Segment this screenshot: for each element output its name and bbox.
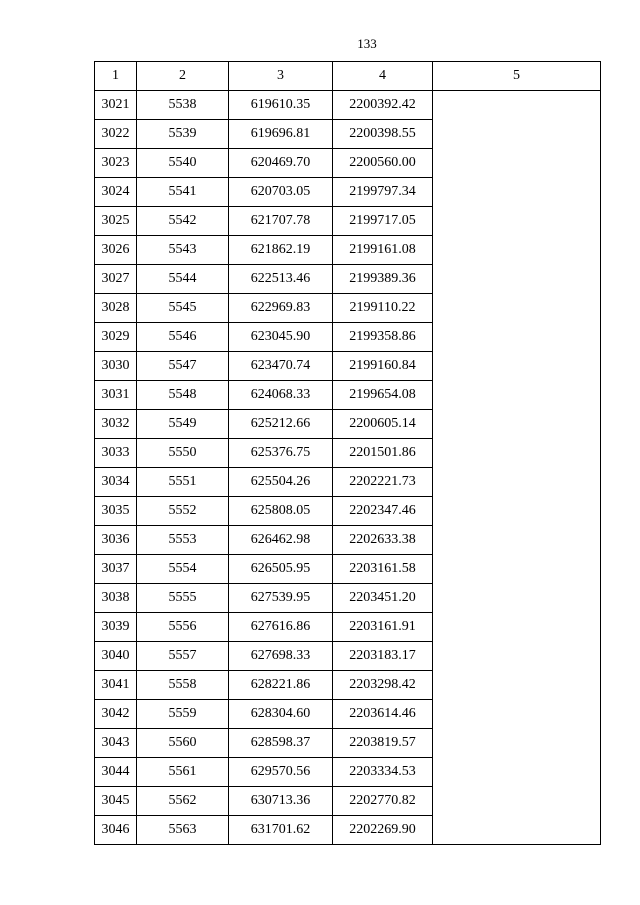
table-cell-col1: 3031 (95, 381, 137, 410)
table-cell-col1: 3021 (95, 91, 137, 120)
table-cell-col2: 5538 (137, 91, 229, 120)
table-cell-col4: 2200605.14 (333, 410, 433, 439)
coordinates-table (94, 61, 601, 845)
table-cell-col2: 5551 (137, 468, 229, 497)
table-cell-col1: 3025 (95, 207, 137, 236)
table-cell-col2: 5561 (137, 758, 229, 787)
table-cell-col3: 628598.37 (229, 729, 333, 758)
table-cell-col3: 620469.70 (229, 149, 333, 178)
table-cell-col4: 2199358.86 (333, 323, 433, 352)
table-cell-col4: 2199654.08 (333, 381, 433, 410)
table-cell-col1: 3029 (95, 323, 137, 352)
table-cell-col2: 5539 (137, 120, 229, 149)
table-cell-col4: 2203183.17 (333, 642, 433, 671)
header-cell-4: 4 (333, 62, 433, 91)
table-cell-col3: 627616.86 (229, 613, 333, 642)
table-cell-col4: 2203451.20 (333, 584, 433, 613)
table-cell-col4: 2199389.36 (333, 265, 433, 294)
table-cell-col2: 5550 (137, 439, 229, 468)
table-cell-col1: 3036 (95, 526, 137, 555)
header-cell-3: 3 (229, 62, 333, 91)
table-cell-col4: 2200560.00 (333, 149, 433, 178)
table-cell-col1: 3038 (95, 584, 137, 613)
table-cell-col1: 3043 (95, 729, 137, 758)
table-cell-col3: 628304.60 (229, 700, 333, 729)
table-body (95, 91, 601, 845)
table-cell-col1: 3037 (95, 555, 137, 584)
table-cell-col3: 619696.81 (229, 120, 333, 149)
table-cell-col3: 624068.33 (229, 381, 333, 410)
table-cell-col2: 5545 (137, 294, 229, 323)
table-cell-col3: 627539.95 (229, 584, 333, 613)
table-cell-col4: 2203614.46 (333, 700, 433, 729)
table-cell-col2: 5541 (137, 178, 229, 207)
table-cell-col2: 5556 (137, 613, 229, 642)
table-cell-col2: 5558 (137, 671, 229, 700)
table-cell-col2: 5548 (137, 381, 229, 410)
table-cell-col1: 3028 (95, 294, 137, 323)
table-cell-col4: 2199161.08 (333, 236, 433, 265)
table-cell-col1: 3044 (95, 758, 137, 787)
table-cell-col4: 2199797.34 (333, 178, 433, 207)
table-cell-col4: 2200392.42 (333, 91, 433, 120)
table-cell-col3: 622969.83 (229, 294, 333, 323)
table-cell-col2: 5553 (137, 526, 229, 555)
table-cell-col3: 626462.98 (229, 526, 333, 555)
table-cell-col3: 627698.33 (229, 642, 333, 671)
table-cell-col4: 2201501.86 (333, 439, 433, 468)
table-cell-col2: 5552 (137, 497, 229, 526)
table-cell-col2: 5547 (137, 352, 229, 381)
table-cell-col2: 5554 (137, 555, 229, 584)
table-cell-col3: 621862.19 (229, 236, 333, 265)
table-cell-col1: 3035 (95, 497, 137, 526)
table-cell-col3: 623045.90 (229, 323, 333, 352)
table-cell-col1: 3041 (95, 671, 137, 700)
table-cell-col2: 5542 (137, 207, 229, 236)
table-cell-col3: 619610.35 (229, 91, 333, 120)
table-cell-col3: 631701.62 (229, 816, 333, 845)
table-cell-col4: 2202221.73 (333, 468, 433, 497)
table-cell-col1: 3026 (95, 236, 137, 265)
table-cell-col1: 3030 (95, 352, 137, 381)
page-number: 133 (357, 36, 377, 51)
table-cell-col4: 2202770.82 (333, 787, 433, 816)
table-cell-col1: 3023 (95, 149, 137, 178)
table-cell-col2: 5560 (137, 729, 229, 758)
table-cell-col5 (433, 91, 601, 845)
table-cell-col1: 3032 (95, 410, 137, 439)
table-cell-col4: 2203298.42 (333, 671, 433, 700)
table-cell-col2: 5549 (137, 410, 229, 439)
table-cell-col4: 2200398.55 (333, 120, 433, 149)
table-cell-col1: 3022 (95, 120, 137, 149)
table-cell-col4: 2199160.84 (333, 352, 433, 381)
table-cell-col3: 630713.36 (229, 787, 333, 816)
table-cell-col3: 620703.05 (229, 178, 333, 207)
table-cell-col4: 2203819.57 (333, 729, 433, 758)
table-cell-col3: 629570.56 (229, 758, 333, 787)
table-cell-col2: 5546 (137, 323, 229, 352)
table-cell-col1: 3024 (95, 178, 137, 207)
table-cell-col1: 3027 (95, 265, 137, 294)
header-cell-5: 5 (433, 62, 601, 91)
table-cell-col3: 623470.74 (229, 352, 333, 381)
table-cell-col2: 5559 (137, 700, 229, 729)
table-cell-col2: 5563 (137, 816, 229, 845)
header-row (95, 62, 601, 91)
table-cell-col3: 625376.75 (229, 439, 333, 468)
table-cell-col3: 621707.78 (229, 207, 333, 236)
table-cell-col2: 5543 (137, 236, 229, 265)
table-cell-col1: 3033 (95, 439, 137, 468)
table-cell-col3: 626505.95 (229, 555, 333, 584)
table-cell-col3: 625808.05 (229, 497, 333, 526)
table-cell-col2: 5557 (137, 642, 229, 671)
table-cell-col1: 3040 (95, 642, 137, 671)
table-cell-col1: 3046 (95, 816, 137, 845)
table-cell-col2: 5562 (137, 787, 229, 816)
table-cell-col4: 2203161.91 (333, 613, 433, 642)
table-cell-col4: 2202347.46 (333, 497, 433, 526)
table-cell-col4: 2202269.90 (333, 816, 433, 845)
table-cell-col4: 2203161.58 (333, 555, 433, 584)
table-cell-col3: 622513.46 (229, 265, 333, 294)
table-row (95, 91, 601, 120)
table-header (95, 62, 601, 91)
table-cell-col1: 3039 (95, 613, 137, 642)
header-cell-1: 1 (95, 62, 137, 91)
table-cell-col1: 3042 (95, 700, 137, 729)
table-cell-col4: 2202633.38 (333, 526, 433, 555)
header-cell-2: 2 (137, 62, 229, 91)
table-cell-col1: 3045 (95, 787, 137, 816)
table-cell-col4: 2199717.05 (333, 207, 433, 236)
table-cell-col4: 2203334.53 (333, 758, 433, 787)
table-cell-col2: 5544 (137, 265, 229, 294)
table-cell-col3: 628221.86 (229, 671, 333, 700)
table-cell-col3: 625504.26 (229, 468, 333, 497)
table-cell-col3: 625212.66 (229, 410, 333, 439)
table-cell-col2: 5540 (137, 149, 229, 178)
table-cell-col2: 5555 (137, 584, 229, 613)
table-cell-col1: 3034 (95, 468, 137, 497)
table-cell-col4: 2199110.22 (333, 294, 433, 323)
